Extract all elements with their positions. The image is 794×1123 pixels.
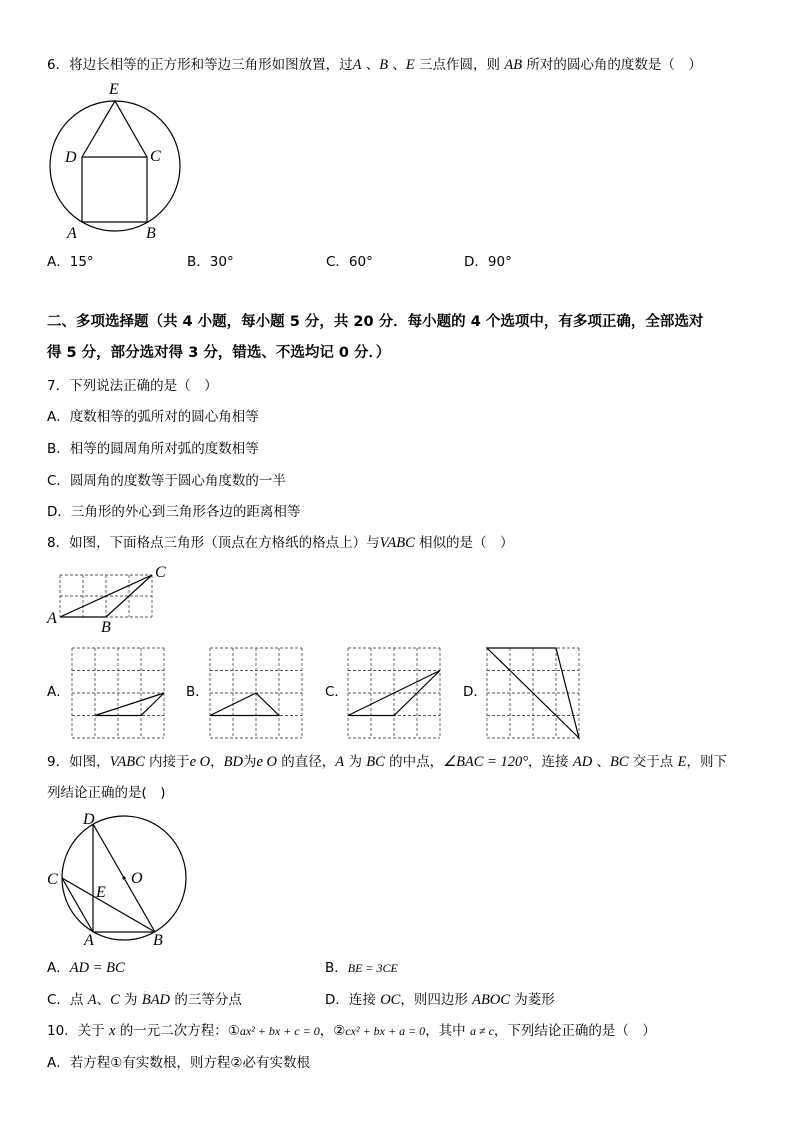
segment-ca [62,878,93,932]
option-b-math: BE = 3CE [347,961,398,975]
stem-text: 交于点 [628,754,678,770]
label-d: D [83,811,95,828]
label-a: A [67,225,77,242]
option-c-label: C． [325,684,348,700]
option-a-math: AD = BC [69,960,125,976]
point-c: C [110,992,120,1008]
option-a-figure[interactable] [68,644,168,742]
stem-text: 7．下列说法正确的是（ ） [47,378,218,394]
square-abcd [82,157,147,222]
stem-text: 三点作圆，则 [414,57,505,73]
point-b: B [379,57,389,73]
option-c-text: 的三等分点 [170,992,242,1008]
variable-x: x [108,1023,116,1039]
question-6-figure [40,78,190,246]
section-header-text: 得 5 分，部分选对得 3 分，错选、不选均记 0 分．） [47,345,391,361]
question-9-stem-line-2 [47,784,166,802]
label-a: A [84,932,94,949]
option-a[interactable] [47,683,70,701]
equation-2: cx² + bx + a = 0 [345,1024,426,1038]
question-7-stem [47,377,218,395]
question-9-stem [47,753,787,771]
option-c-text: 为 [119,992,142,1008]
option-b[interactable] [47,440,259,458]
separator: 、 [388,57,406,73]
option-a[interactable] [47,959,125,977]
center-dot [122,876,125,879]
option-a-text: A．若方程①有实数根，则方程②必有实数根 [47,1055,310,1071]
triangle-dce [82,101,147,157]
option-b-figure[interactable] [206,644,306,742]
equation-1: ax² + bx + c = 0 [239,1024,320,1038]
label-c: C [155,564,166,581]
option-d-text: D．三角形的外心到三角形各边的距离相等 [47,504,301,520]
separator: 、 [361,57,380,73]
segment-oc: OC [380,992,401,1008]
option-a-label: A． [47,684,70,700]
stem-text: ，连接 [528,754,573,770]
triangle-abc: VABC [109,754,145,770]
grid [72,648,164,738]
question-10-stem [47,1022,787,1040]
segment-bd: BD [223,754,243,770]
arc-ab: AB [504,57,523,73]
option-c-text: 、 [96,992,111,1008]
option-b-text: B．30° [187,254,234,270]
option-d-text: D．90° [464,254,512,270]
stem-text: 9．如图， [47,754,110,770]
segment-ad: AD [572,754,593,770]
angle-bac: ∠BAC = 120° [443,754,529,770]
stem-text: ，下列结论正确的是（ ） [493,1023,656,1039]
section-header-line-2 [47,344,787,362]
label-b: B [146,225,156,242]
circle-o: e O [189,754,211,770]
option-b-triangle [210,693,279,716]
quadrilateral-aboc: ABOC [472,992,510,1008]
option-d[interactable] [47,503,300,521]
label-b: B [153,932,163,949]
point-e: E [405,57,415,73]
option-d-text: 为菱形 [510,992,555,1008]
option-a[interactable] [47,253,94,271]
arc-bc: BC [366,754,385,770]
stem-text: 的直径， [277,754,336,770]
option-d[interactable] [464,253,512,271]
option-b[interactable] [187,253,234,271]
point-a: A [352,57,362,73]
label-o: O [131,870,143,887]
stem-text: 8．如图，下面格点三角形（顶点在方格纸的格点上）与 [47,535,380,551]
label-c: C [47,871,58,888]
triangle-abc: VABC [379,535,415,551]
point-a: A [87,992,97,1008]
label-d: D [65,149,77,166]
stem-text: ， [210,754,224,770]
option-d[interactable] [325,991,555,1009]
section-header-line-1 [47,313,787,331]
option-c[interactable] [47,991,242,1009]
label-e: E [109,81,119,98]
question-9-figure [40,808,190,950]
label-c: C [150,148,161,165]
question-8-figure [44,562,174,634]
stem-text: 、 [592,754,610,770]
option-c[interactable] [47,472,286,490]
option-c-text: C．60° [326,254,373,270]
stem-text: 为 [344,754,367,770]
option-c-text: C．圆周角的度数等于圆心角度数的一半 [47,473,286,489]
stem-text: ，其中 [425,1023,470,1039]
option-b[interactable] [325,959,398,977]
question-6-stem [47,56,777,74]
option-a-triangle [95,693,164,716]
option-b-label: B． [186,684,209,700]
stem-text: ，则下 [686,754,727,770]
option-a-label: A． [47,960,70,976]
stem-text: 10．关于 [47,1023,109,1039]
point-e: E [677,754,687,770]
section-header-text: 二、多项选择题（共 4 小题，每小题 5 分，共 20 分．每小题的 4 个选项中，有多项正确，全部选对 [47,314,704,330]
option-c-figure[interactable] [344,644,444,742]
circle-o: e O [256,754,277,770]
circumcircle [50,101,180,231]
option-d-text: ，则四边形 [400,992,473,1008]
stem-text: 内接于 [144,754,190,770]
option-a-text: A．度数相等的弧所对的圆心角相等 [47,409,259,425]
label-b: B [101,619,111,636]
label-a: A [47,610,57,627]
stem-text: 所对的圆心角的度数是（ ） [522,57,702,73]
option-d-figure[interactable] [483,644,583,742]
arc-bad: BAD [141,992,171,1008]
stem-text: 6．将边长相等的正方形和等边三角形如图放置，过 [47,57,353,73]
condition: a ≠ c [469,1024,494,1038]
option-a[interactable] [47,1054,310,1072]
option-a-text: A．15° [47,254,94,270]
stem-text: 列结论正确的是( ) [47,785,166,801]
stem-text: ，② [319,1023,346,1039]
point-a: A [335,754,345,770]
stem-text: 的中点， [384,754,444,770]
option-b-label: B． [325,960,348,976]
stem-text: 的一元二次方程：① [115,1023,240,1039]
label-e: E [96,884,106,901]
option-b-text: B．相等的圆周角所对弧的度数相等 [47,441,259,457]
option-c-text: C．点 [47,992,88,1008]
segment-bc: BC [609,754,629,770]
option-c[interactable] [326,253,373,271]
stem-text: 相似的是（ ） [414,535,514,551]
question-8-stem [47,534,777,552]
stem-text: 为 [242,754,257,770]
option-d-text: D．连接 [325,992,381,1008]
option-d-label: D． [463,684,487,700]
option-a[interactable] [47,408,259,426]
